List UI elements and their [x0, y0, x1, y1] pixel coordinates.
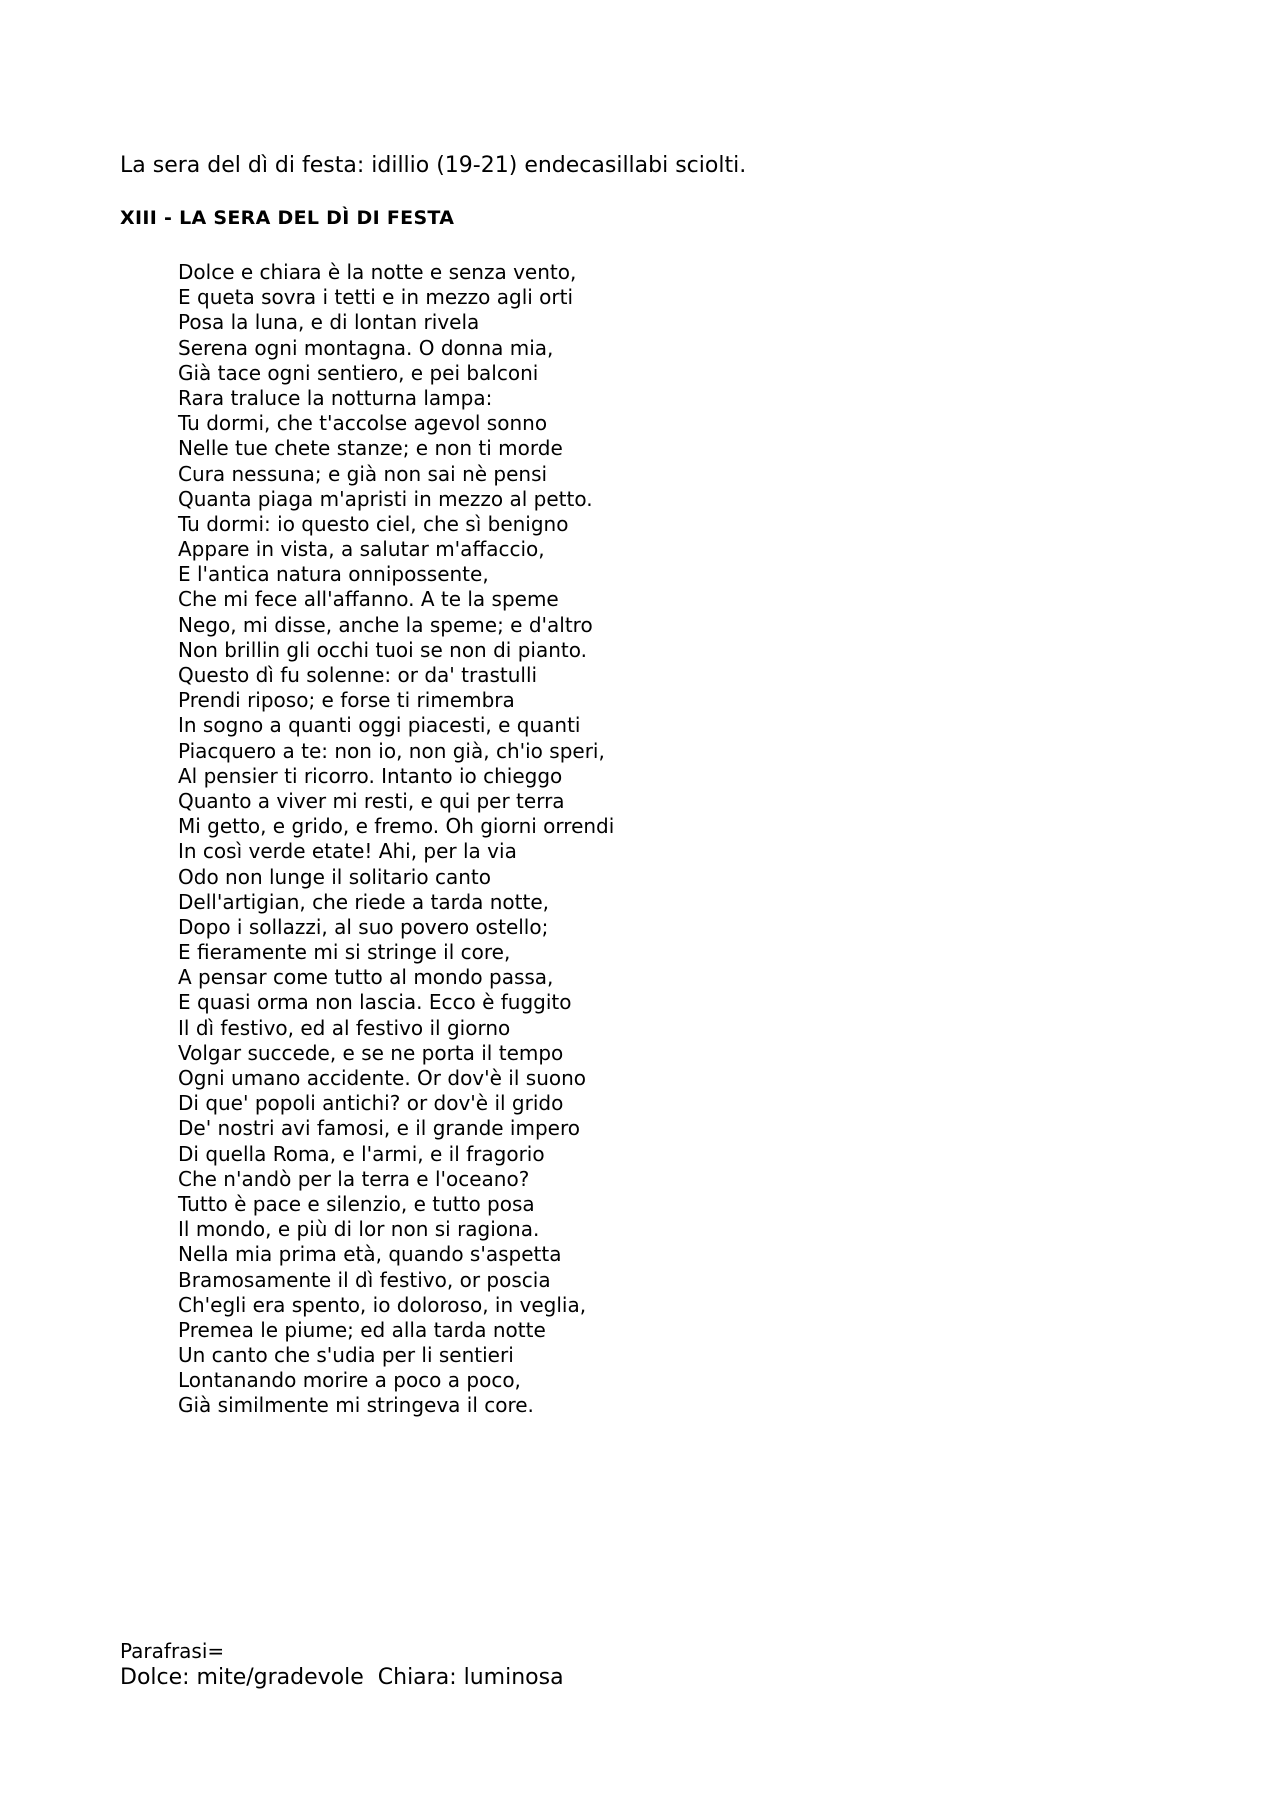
- poem-line: E fieramente mi si stringe il core,: [178, 940, 511, 965]
- poem-line: Un canto che s'udia per li sentieri: [178, 1343, 514, 1368]
- poem-line: Appare in vista, a salutar m'affaccio,: [178, 537, 545, 562]
- poem-line: Serena ogni montagna. O donna mia,: [178, 335, 554, 360]
- poem-line: In sogno a quanti oggi piacesti, e quanti: [178, 713, 581, 738]
- poem-line: Questo dì fu solenne: or da' trastulli: [178, 663, 538, 687]
- poem-line: Posa la luna, e di lontan rivela: [178, 310, 480, 335]
- poem-line: Che mi fece all'affanno. A te la speme: [178, 587, 559, 612]
- parafrasi-label: Parafrasi=: [120, 1639, 225, 1663]
- parafrasi-line: Dolce: mite/gradevole Chiara: luminosa: [120, 1665, 564, 1690]
- poem-line: Nego, mi disse, anche la speme; e d'altro: [178, 612, 593, 637]
- poem-line: In così verde etate! Ahi, per la via: [178, 839, 517, 864]
- poem-line: Piacquero a te: non io, non già, ch'io speri,: [178, 738, 605, 763]
- poem-line: Di que' popoli antichi? or dov'è il grido: [178, 1091, 564, 1116]
- poem-line: Tu dormi: io questo ciel, che sì benigno: [178, 511, 569, 536]
- poem-line: Già tace ogni sentiero, e pei balconi: [178, 360, 539, 385]
- poem-line: E quasi orma non lascia. Ecco è fuggito: [178, 990, 572, 1015]
- poem-line: Mi getto, e grido, e fremo. Oh giorni orrendi: [178, 814, 615, 839]
- poem-line: E queta sovra i tetti e in mezzo agli orti: [178, 285, 574, 310]
- poem-line: Cura nessuna; e già non sai nè pensi: [178, 461, 548, 486]
- poem-line: A pensar come tutto al mondo passa,: [178, 965, 554, 990]
- poem-line: Rara traluce la notturna lampa:: [178, 385, 493, 410]
- intro-text: La sera del dì di festa: idillio (19-21) endecasillabi sciolti.: [120, 153, 747, 178]
- poem-line: Che n'andò per la terra e l'oceano?: [178, 1166, 530, 1191]
- poem-title: XIII - LA SERA DEL DÌ DI FESTA: [120, 207, 455, 229]
- poem-line: Ogni umano accidente. Or dov'è il suono: [178, 1066, 587, 1090]
- poem-line: Al pensier ti ricorro. Intanto io chieggo: [178, 763, 563, 788]
- poem-body: [178, 260, 614, 1419]
- poem-line: Non brillin gli occhi tuoi se non di pianto.: [178, 637, 587, 662]
- poem-line: Odo non lunge il solitario canto: [178, 864, 491, 889]
- poem-line: Già similmente mi stringeva il core.: [178, 1393, 534, 1418]
- poem-line: Il dì festivo, ed al festivo il giorno: [178, 1015, 511, 1040]
- poem-line: E l'antica natura onnipossente,: [178, 562, 489, 587]
- poem-line: Tu dormi, che t'accolse agevol sonno: [178, 411, 548, 436]
- poem-line: Di quella Roma, e l'armi, e il fragorio: [178, 1141, 545, 1166]
- poem-line: De' nostri avi famosi, e il grande impero: [178, 1116, 580, 1141]
- poem-line: Dolce e chiara è la notte e senza vento,: [178, 260, 577, 284]
- poem-line: Premea le piume; ed alla tarda notte: [178, 1317, 546, 1342]
- poem-line: Quanta piaga m'apristi in mezzo al petto.: [178, 486, 593, 511]
- poem-line: Nella mia prima età, quando s'aspetta: [178, 1242, 562, 1267]
- poem-line: Quanto a viver mi resti, e qui per terra: [178, 788, 565, 813]
- poem-line: Prendi riposo; e forse ti rimembra: [178, 688, 515, 713]
- poem-line: Nelle tue chete stanze; e non ti morde: [178, 436, 563, 461]
- poem-line: Il mondo, e più di lor non si ragiona.: [178, 1217, 540, 1242]
- poem-line: Bramosamente il dì festivo, or poscia: [178, 1267, 551, 1292]
- poem-line: Dopo i sollazzi, al suo povero ostello;: [178, 914, 549, 939]
- poem-line: Ch'egli era spento, io doloroso, in veglia,: [178, 1292, 587, 1317]
- poem-line: Lontanando morire a poco a poco,: [178, 1368, 521, 1393]
- poem-line: Volgar succede, e se ne porta il tempo: [178, 1040, 564, 1065]
- poem-line: Dell'artigian, che riede a tarda notte,: [178, 889, 550, 914]
- poem-line: Tutto è pace e silenzio, e tutto posa: [178, 1191, 535, 1216]
